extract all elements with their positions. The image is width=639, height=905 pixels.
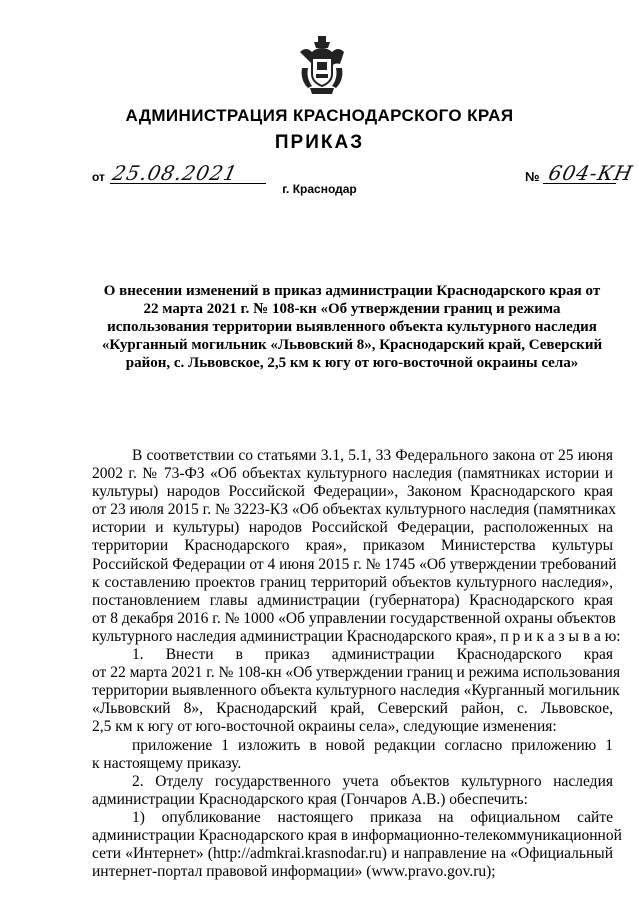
subject-line: О внесении изменений в приказ администрации Краснодарского края от <box>103 283 601 299</box>
body-line: интернет-портал правовой информации» (www.pravo.gov.ru); <box>92 863 496 881</box>
body-line: сети «Интернет» (http://admkrai.krasnodar.ru) и направление на «Официальный <box>92 845 613 863</box>
date-prefix: от <box>92 170 105 184</box>
body-line: приложение 1 изложить в новой редакции согласно приложению 1 <box>132 736 613 754</box>
body-line: 2,5 км к югу от юго-восточной окраины села», следующие изменения: <box>92 718 557 736</box>
handwritten-number: 604-КН <box>546 161 636 185</box>
city-line: г. Краснодар <box>282 182 357 196</box>
body-line: культуры) народов Российской Федерации», Законом Краснодарского края <box>92 483 613 501</box>
appendix-paragraph <box>92 737 613 773</box>
body-line: от 23 июля 2015 г. № 3223-КЗ «Об объектах культурного наследия (памятниках <box>92 501 616 519</box>
document-type-title: ПРИКАЗ <box>274 132 365 153</box>
item-1-paragraph <box>92 646 621 736</box>
body-line: истории и культуры) народов Российской Федерации, расположенных на <box>92 519 613 537</box>
item-2-paragraph <box>92 773 613 809</box>
body-line: к составлению проектов границ территорий объектов культурного наследия», <box>92 573 613 591</box>
document-subject <box>92 282 612 372</box>
subject-line: 22 марта 2021 г. № 108-кн «Об утверждении границ и режима <box>143 301 561 317</box>
body-line: «Львовский 8», Краснодарский край, Северский район, с. Львовское, <box>92 700 613 718</box>
subject-line: «Курганный могильник «Львовский 8», Краснодарский край, Северский <box>101 337 603 353</box>
body-line: 1. Внести в приказ администрации Краснодарского края <box>132 646 613 664</box>
subject-line: использования территории выявленного объекта культурного наследия <box>107 319 597 335</box>
subject-line: район, с. Львовское, 2,5 км к югу от юго-восточной окраины села» <box>125 355 579 371</box>
body-line: 2. Отделу государственного учета объектов культурного наследия <box>132 772 613 790</box>
body-line: постановлением главы администрации (губернатора) Краснодарского края <box>92 591 613 609</box>
number-prefix: № <box>525 169 540 184</box>
document-body <box>92 447 622 881</box>
body-line: Российской Федерации от 4 июня 2015 г. № 1745 «Об утверждении требований <box>92 555 617 573</box>
body-line: территории Краснодарского края», приказом Министерства культуры <box>92 537 613 555</box>
body-line: культурного наследия администрации Краснодарского края», п р и к а з ы в а ю: <box>92 627 621 645</box>
body-line: В соответствии со статьями 3.1, 5.1, 33 Федерального закона от 25 июня <box>132 447 613 464</box>
body-line: от 22 марта 2021 г. № 108-кн «Об утверждении границ и режима использования <box>92 664 621 682</box>
body-line: от 8 декабря 2016 г. № 1000 «Об управлении государственной охраны объектов <box>92 609 616 627</box>
coat-of-arms-icon <box>296 34 348 96</box>
body-line: к настоящему приказу. <box>92 754 242 772</box>
body-line: 2002 г. № 73-ФЗ «Об объектах культурного наследия (памятниках истории и <box>92 465 613 483</box>
body-line: территории выявленного объекта культурного наследия «Курганный могильник <box>92 682 620 700</box>
subitem-1-paragraph <box>92 808 622 881</box>
preamble-paragraph <box>92 447 621 646</box>
handwritten-date: 25.08.2021 <box>110 161 241 185</box>
body-line: 1) опубликование настоящего приказа на официальном сайте <box>132 808 613 826</box>
body-line: администрации Краснодарского края в информационно-телекоммуникационной <box>92 826 622 844</box>
organization-title: АДМИНИСТРАЦИЯ КРАСНОДАРСКОГО КРАЯ <box>125 106 514 125</box>
body-line: администрации Краснодарского края (Гончаров А.В.) обеспечить: <box>92 790 528 808</box>
